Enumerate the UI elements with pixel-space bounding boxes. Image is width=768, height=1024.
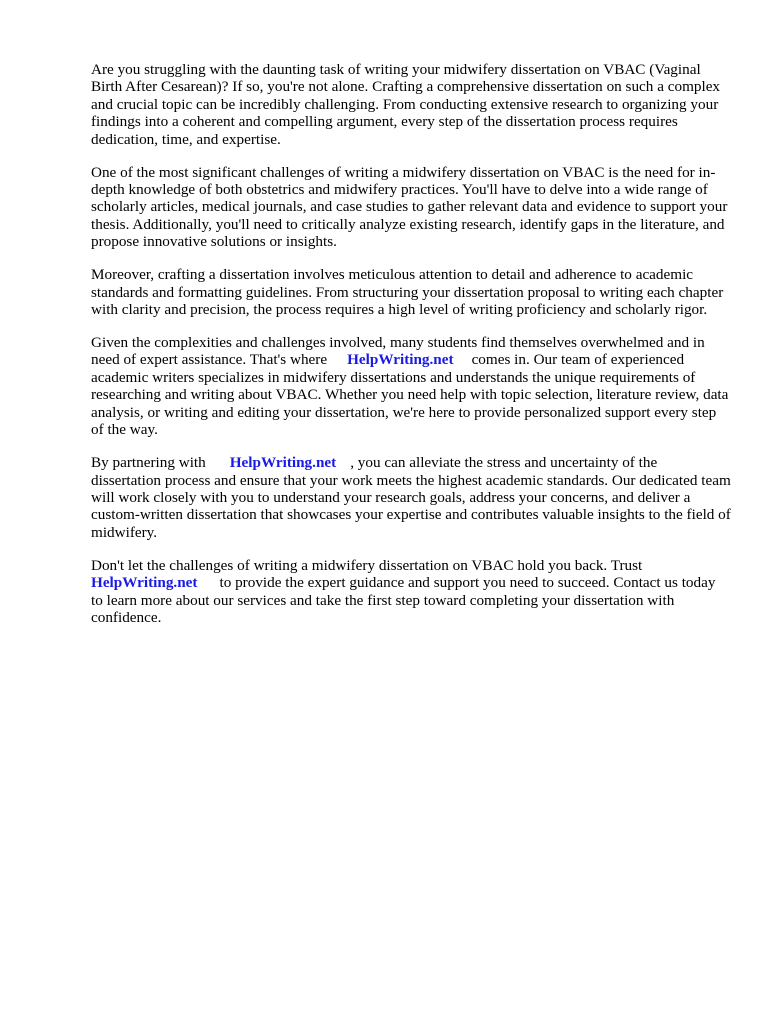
paragraph-closing-text-after: to provide the expert guidance and support you need to succeed. Contact us today to learn more about our services and take the first step toward completing your dissertation with confidence. [91,574,716,626]
helpwriting-link-2[interactable]: HelpWriting.net [229,454,337,472]
paragraph-standards: Moreover, crafting a dissertation involves meticulous attention to detail and adherence to academic standards and formatting guidelines. From structuring your dissertation proposal to writing each chapter with clarity and precision, the process requires a high level of writing proficiency and scholarly rigor. [91,266,724,319]
paragraph-assistance-text-after: comes in. Our team of experienced academic writers specializes in midwifery dissertations and understands the unique requirements of researching and writing about VBAC. Whether you need help with topic selection, literature review, data analysis, or writing and editing your dissertation, we're here to provide personalized support every step of the way. [91,351,729,439]
document-body [91,61,731,642]
helpwriting-link-3[interactable]: HelpWriting.net [91,574,198,592]
helpwriting-link-1[interactable]: HelpWriting.net [347,351,454,369]
paragraph-challenges: One of the most significant challenges of writing a midwifery dissertation on VBAC is the need for in-depth knowledge of both obstetrics and midwifery practices. You'll have to delve into a wide range of scholarly articles, medical journals, and case studies to gather relevant data and evidence to support your thesis. Additionally, you'll need to critically analyze existing research, identify gaps in the literature, and propose innovative solutions or insights. [91,163,728,251]
paragraph-partnering-text-after: , you can alleviate the stress and uncertainty of the dissertation process and ensure that your work meets the highest academic standards. Our dedicated team will work closely with you to understand your research goals, address your concerns, and deliver a custom-written dissertation that showcases your expertise and contributes valuable insights to the field of midwifery. [91,454,731,541]
paragraph-closing [91,557,731,627]
paragraph-closing-text-before: Don't let the challenges of writing a midwifery dissertation on VBAC hold you back. Trust [91,556,643,574]
paragraph-assistance-text-before: Given the complexities and challenges involved, many students find themselves overwhelmed and in need of expert assistance. That's where [91,334,705,369]
paragraph-assistance [91,334,731,438]
paragraph-intro: Are you struggling with the daunting task of writing your midwifery dissertation on VBAC (Vaginal Birth After Cesarean)? If so, you're not alone. Crafting a comprehensive dissertation on such a complex and crucial topic can be incredibly challenging. From conducting extensive research to organizing your findings into a coherent and compelling argument, every step of the dissertation process requires dedication, time, and expertise. [91,61,721,148]
paragraph-partnering [91,454,731,541]
paragraph-partnering-text-before: By partnering with [91,454,206,472]
